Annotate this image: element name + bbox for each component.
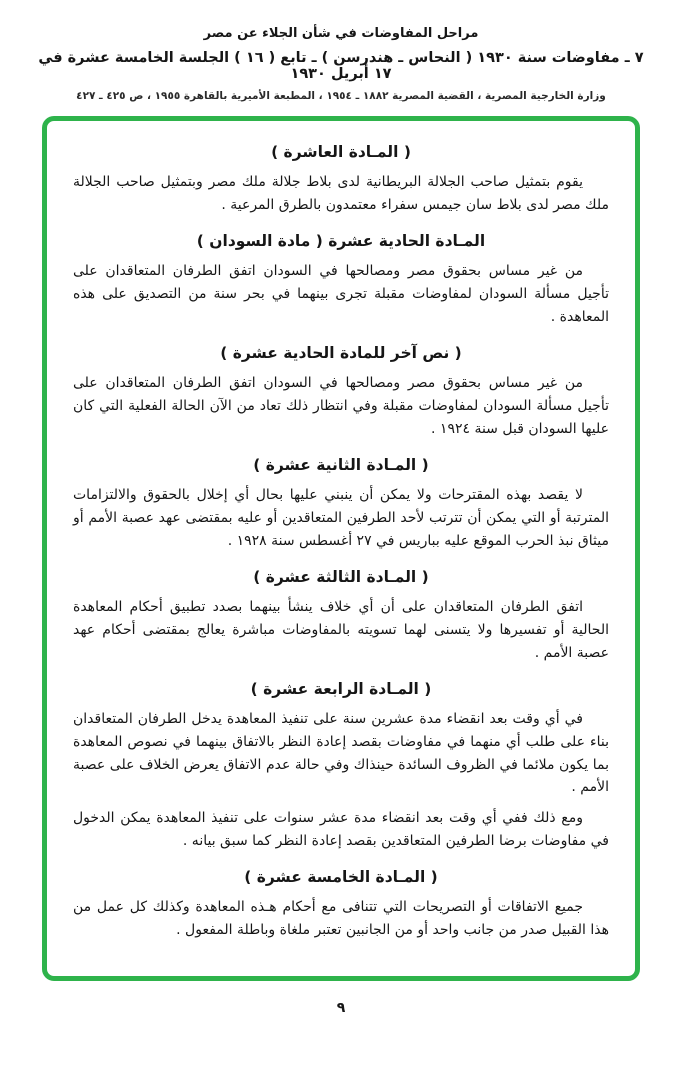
article-paragraph: جميع الاتفاقات أو التصريحات التي تتنافى مع أحكام هـذه المعاهدة وكذلك كل عمل من هذا القبيل صدر من جانب واحد أو من الجانبين تعتبر ملغاة وباطلة المفعول . — [73, 899, 609, 939]
article-title: ( المـادة العاشرة ) — [271, 143, 411, 161]
article-title: ( المـادة الخامسة عشرة ) — [244, 868, 438, 887]
article-paragraph: ومع ذلك ففي أي وقت بعد انقضاء مدة عشر سنوات على تنفيذ المعاهدة يمكن الدخول في مفاوضات برضا الطرفين المتعاقدين بقصد إعادة النظر كما سبق بيانه . — [73, 810, 609, 849]
article-title: المـادة الحادية عشرة ( مادة السودان ) — [196, 232, 486, 251]
article-title: ( نص آخر للمادة الحادية عشرة ) — [220, 344, 462, 363]
article-paragraph: في أي وقت بعد انقضاء مدة عشرين سنة على تنفيذ المعاهدة يدخل الطرفان المتعاقدان بناء على طلب أي منهما في مفاوضات بقصد إعادة النظر بالاتفاق بينهما في نصوص المعاهدة بما يكون ملائما في الظروف السائدة حينذاك وفي حالة عدم الاتفاق يعرض الخلاف على عصبة الأمم . — [73, 711, 609, 796]
article-title: ( المـادة الثالثة عشرة ) — [253, 568, 429, 587]
article-paragraph: من غير مساس بحقوق مصر ومصالحها في السودان اتفق الطرفان المتعاقدان على تأجيل مسألة السودان لمفاوضات مقبلة وفي انتظار ذلك تعاد من الآن الحالة الفعلية التي كان عليها السودان قبل سنة ١٩٢٤ . — [73, 375, 609, 437]
article-14 — [73, 680, 609, 852]
article-15 — [73, 868, 609, 941]
header-session-title: ٧ ـ مفاوضات سنة ١٩٣٠ ( النحاس ـ هندرسن ) ـ تابع ( ١٦ ) الجلسة الخامسة عشرة في ١٧ أبريل ١٩٣٠ — [38, 50, 644, 82]
article-title: ( المـادة الرابعة عشرة ) — [250, 680, 432, 699]
article-10 — [73, 143, 609, 216]
page-footer — [0, 997, 682, 1016]
article-paragraph: اتفق الطرفان المتعاقدان على أن أي خلاف ينشأ بينهما بصدد تطبيق أحكام المعاهدة الحالية أو تفسيرها ولا يتسنى لهما تسويته بالمفاوضات مباشرة يعالج بمقتضى أحكام عهد عصبة الأمم . — [73, 599, 609, 661]
article-paragraph: يقوم بتمثيل صاحب الجلالة البريطانية لدى بلاط جلالة ملك مصر وبتمثيل صاحب الجلالة ملك مصر لدى بلاط سان جيمس سفراء معتمدون بالطرق المرعية . — [73, 174, 609, 213]
page-number: ٩ — [336, 999, 346, 1016]
header-series-title: مراحل المفاوضات في شأن الجلاء عن مصر — [203, 26, 479, 41]
article-paragraph: من غير مساس بحقوق مصر ومصالحها في السودان اتفق الطرفان المتعاقدان على تأجيل مسألة السودان لمفاوضات مقبلة تجرى بينهما في بحر سنة من التصديق على هذه المعاهدة . — [73, 263, 609, 325]
article-13 — [73, 568, 609, 664]
header-source-citation: وزارة الخارجية المصرية ، القضية المصرية ١٨٨٢ ـ ١٩٥٤ ، المطبعة الأميرية بالقاهرة ١٩٥٥ ، ص ٤٢٥ ـ ٤٢٧ — [76, 90, 606, 102]
article-title: ( المـادة الثانية عشرة ) — [253, 456, 429, 475]
article-11 — [73, 232, 609, 328]
article-paragraph: لا يقصد بهذه المقترحات ولا يمكن أن ينبني عليها بحال أي إخلال بالحقوق والالتزامات المترتبة أو التي يمكن أن تترتب لأحد الطرفين المتعاقدين أو عليه بمقتضى عهد عصبة الأمم أو ميثاق نبذ الحرب الموقع عليه بباريس في ٢٧ أغسطس سنة ١٩٢٨ . — [73, 487, 609, 549]
green-border-frame — [42, 116, 640, 981]
page-header — [0, 26, 682, 102]
article-11-alternate-text — [73, 344, 609, 440]
article-12 — [73, 456, 609, 552]
